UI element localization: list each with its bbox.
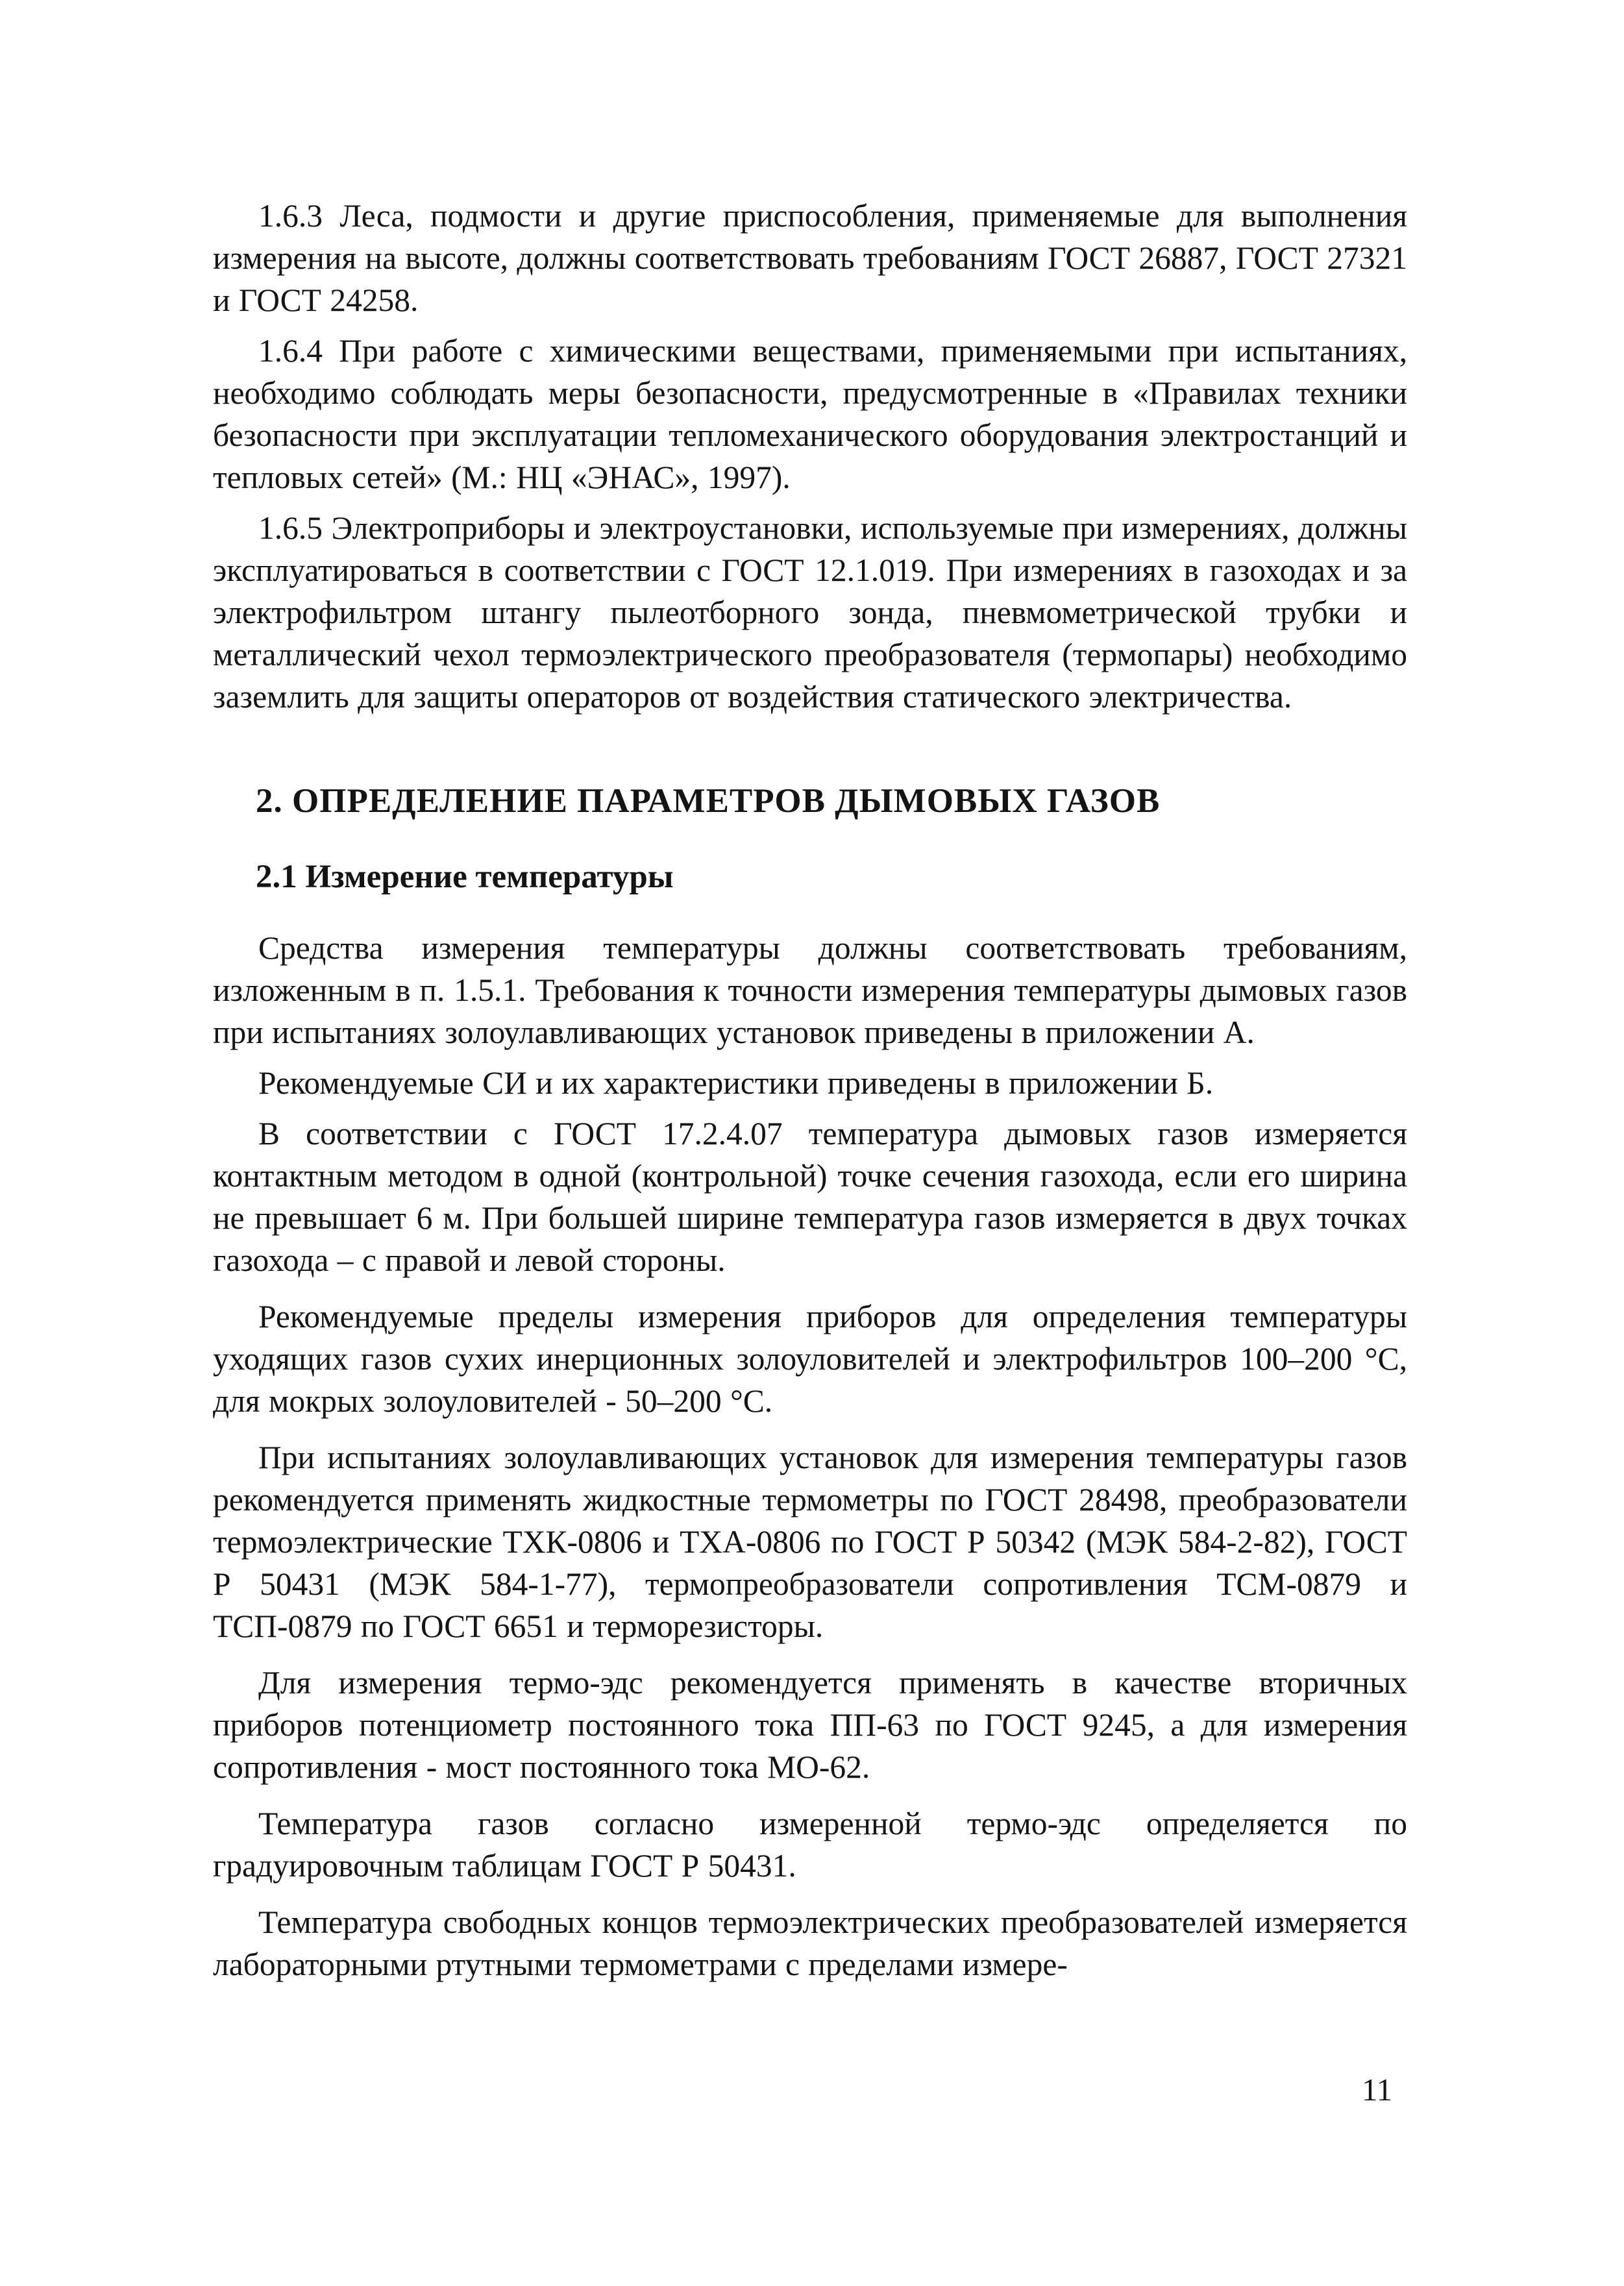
paragraph-secondary-instruments: Для измерения термо-эдс рекомендуется применять в качестве вторичных приборов потенциометр постоянного тока ПП-63 по ГОСТ 9245, а для измерения сопротивления - мост постоянного тока МО-62. xyxy=(213,1665,1407,1785)
page-number: 11 xyxy=(1362,2072,1393,2108)
paragraph-1-6-5: 1.6.5 Электроприборы и электроустановки, используемые при измерениях, должны эксплуатироваться в соответствии с ГОСТ 12.1.019. При измерениях в газоходах и за электрофильтром штангу пылеотборного зонда, пневмометрической трубки и металлический чехол термоэлектрического преобразователя (термопары) необходимо заземлить для защиты операторов от воздействия статического электричества. xyxy=(213,510,1407,715)
paragraph-1-6-3: 1.6.3 Леса, подмости и другие приспособления, применяемые для выполнения измерения на высоте, должны соответствовать требованиям ГОСТ 26887, ГОСТ 27321 и ГОСТ 24258. xyxy=(213,198,1407,318)
document-page xyxy=(213,195,1407,1985)
paragraph-recommended-instruments: Рекомендуемые СИ и их характеристики приведены в приложении Б. xyxy=(258,1065,1214,1101)
paragraph-thermometers: При испытаниях золоулавливающих установок для измерения температуры газов рекомендуется применять жидкостные термометры по ГОСТ 28498, преобразователи термоэлектрические ТХК-0806 и ТХА-0806 по ГОСТ Р 50342 (МЭК 584-2-82), ГОСТ Р 50431 (МЭК 584-1-77), термопреобразователи сопротивления ТСМ-0879 и ТСП-0879 по ГОСТ 6651 и терморезисторы. xyxy=(213,1440,1407,1644)
paragraph-free-ends: Температура свободных концов термоэлектрических преобразователей измеряется лабораторными ртутными термометрами с пределами измере- xyxy=(213,1904,1407,1982)
paragraph-measurement-limits: Рекомендуемые пределы измерения приборов для определения температуры уходящих газов сухих инерционных золоуловителей и электрофильтров 100–200 °С, для мокрых золоуловителей - 50–200 °С. xyxy=(213,1299,1407,1419)
paragraph-measurement-requirements: Средства измерения температуры должны соответствовать требованиям, изложенным в п. 1.5.1. Требования к точности измерения температуры дымовых газов при испытаниях золоулавливающих установок приведены в приложении А. xyxy=(213,930,1407,1050)
paragraph-contact-method: В соответствии с ГОСТ 17.2.4.07 температура дымовых газов измеряется контактным методом в одной (контрольной) точке сечения газохода, если его ширина не превышает 6 м. При большей ширине температура газов измеряется в двух точках газохода – с правой и левой стороны. xyxy=(213,1116,1407,1278)
section-heading: 2. ОПРЕДЕЛЕНИЕ ПАРАМЕТРОВ ДЫМОВЫХ ГАЗОВ xyxy=(256,782,1161,820)
subsection-heading: 2.1 Измерение температуры xyxy=(256,859,674,895)
paragraph-calibration-tables: Температура газов согласно измеренной термо-эдс определяется по градуировочным таблицам ГОСТ Р 50431. xyxy=(213,1806,1407,1884)
paragraph-1-6-4: 1.6.4 При работе с химическими веществами, применяемыми при испытаниях, необходимо соблюдать меры безопасности, предусмотренные в «Правилах техники безопасности при эксплуатации тепломеханического оборудования электростанций и тепловых сетей» (М.: НЦ «ЭНАС», 1997). xyxy=(213,333,1407,495)
